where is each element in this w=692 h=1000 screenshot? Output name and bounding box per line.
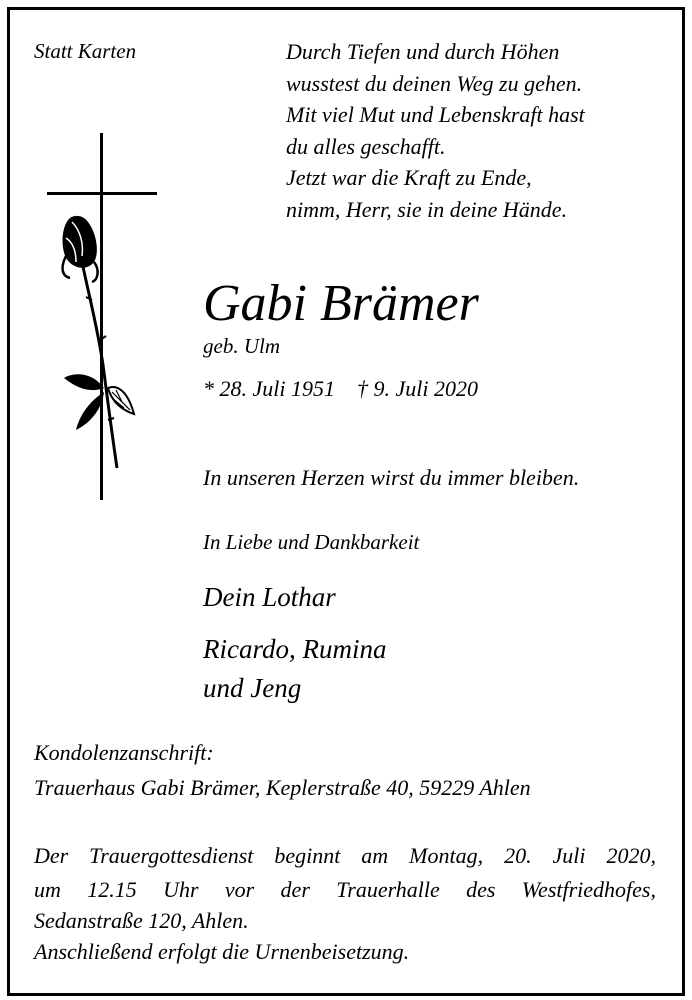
poem-line: wusstest du deinen Weg zu gehen. bbox=[286, 70, 583, 96]
life-dates bbox=[203, 376, 478, 402]
deceased-name: Gabi Brämer bbox=[203, 275, 479, 332]
service-line: Sedanstraße 120, Ahlen. bbox=[34, 908, 249, 933]
birth-date: * 28. Juli 1951 bbox=[203, 376, 335, 401]
poem-line: Jetzt war die Kraft zu Ende, bbox=[286, 165, 532, 190]
poem bbox=[286, 36, 585, 225]
service-line: Der Trauergottesdienst beginnt am Montag, 20. Juli 2020, bbox=[34, 843, 656, 868]
cross-icon bbox=[47, 133, 157, 500]
statt-karten-label: Statt Karten bbox=[34, 39, 137, 63]
family-member: Ricardo, Rumina bbox=[203, 634, 387, 664]
poem-line: du alles geschafft. bbox=[286, 133, 446, 159]
rose-icon bbox=[63, 216, 134, 468]
born-name: geb. Ulm bbox=[203, 334, 280, 358]
poem-line: Mit viel Mut und Lebenskraft hast bbox=[286, 102, 585, 127]
family-member: und Jeng bbox=[203, 673, 302, 703]
poem-line: Durch Tiefen und durch Höhen bbox=[286, 39, 560, 64]
service-line: um 12.15 Uhr vor der Trauerhalle des Westfriedhofes, bbox=[34, 877, 656, 902]
condolence-label: Kondolenzanschrift: bbox=[34, 740, 214, 765]
death-date: † 9. Juli 2020 bbox=[357, 376, 478, 401]
closing-line: In Liebe und Dankbarkeit bbox=[203, 530, 420, 554]
service-line: Anschließend erfolgt die Urnenbeisetzung. bbox=[34, 939, 410, 964]
family-member: Dein Lothar bbox=[203, 582, 336, 612]
condolence-address: Trauerhaus Gabi Brämer, Keplerstraße 40, 59229 Ahlen bbox=[34, 775, 531, 800]
memorial-quote: In unseren Herzen wirst du immer bleiben. bbox=[203, 465, 580, 490]
poem-line: nimm, Herr, sie in deine Hände. bbox=[286, 196, 568, 222]
